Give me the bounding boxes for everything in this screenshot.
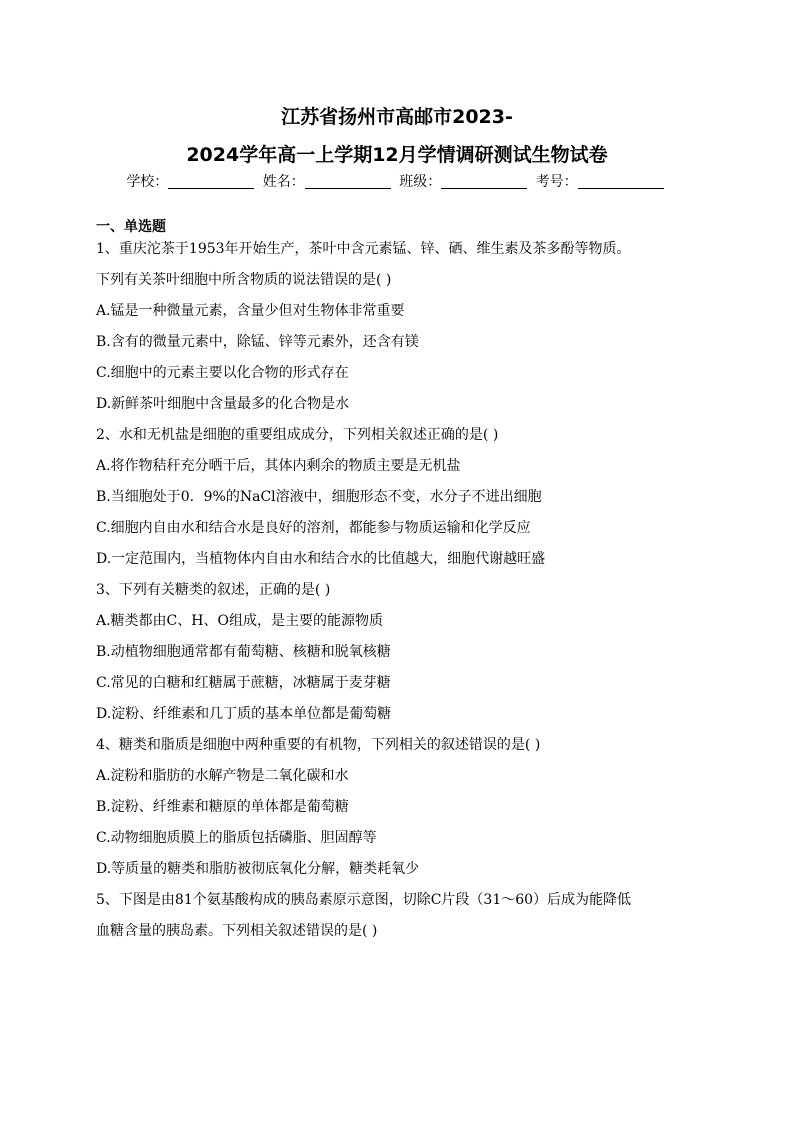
- option-line: A.淀粉和脂肪的水解产物是二氧化碳和水: [96, 768, 349, 784]
- question-line: 下列有关茶叶细胞中所含物质的说法错误的是( ): [96, 272, 392, 288]
- option-line: C.细胞中的元素主要以化合物的形式存在: [96, 365, 349, 381]
- question-line: 1、重庆沱茶于1953年开始生产，茶叶中含元素锰、锌、硒、维生素及茶多酚等物质。: [96, 241, 631, 257]
- exam-number-label: 考号：: [535, 174, 578, 190]
- option-line: B.淀粉、纤维素和糖原的单体都是葡萄糖: [96, 799, 349, 815]
- option-line: D.新鲜茶叶细胞中含量最多的化合物是水: [96, 396, 350, 412]
- class-blank: [441, 174, 527, 189]
- section-heading: 一、单选题: [96, 219, 166, 235]
- option-line: A.将作物秸秆充分晒干后，其体内剩余的物质主要是无机盐: [96, 458, 461, 474]
- question-line: 2、水和无机盐是细胞的重要组成成分，下列相关叙述正确的是( ): [96, 427, 499, 443]
- option-line: B.当细胞处于0．9%的NaCl溶液中，细胞形态不变，水分子不进出细胞: [96, 489, 542, 505]
- school-label: 学校：: [126, 174, 169, 190]
- name-blank: [305, 174, 391, 189]
- student-info-row: [0, 171, 794, 191]
- title-line-2: 2024学年高一上学期12月学情调研测试生物试卷: [186, 144, 608, 166]
- name-label: 姓名：: [262, 174, 305, 190]
- question-line: 血糖含量的胰岛素。下列相关叙述错误的是( ): [96, 923, 378, 939]
- school-blank: [168, 174, 254, 189]
- option-line: C.常见的白糖和红糖属于蔗糖，冰糖属于麦芽糖: [96, 675, 391, 691]
- option-line: C.动物细胞质膜上的脂质包括磷脂、胆固醇等: [96, 830, 377, 846]
- class-label: 班级：: [399, 174, 442, 190]
- question-line: 3、下列有关糖类的叙述，正确的是( ): [96, 582, 331, 598]
- exam-number-blank: [578, 174, 664, 189]
- option-line: D.淀粉、纤维素和几丁质的基本单位都是葡萄糖: [96, 706, 392, 722]
- question-line: 4、糖类和脂质是细胞中两种重要的有机物，下列相关的叙述错误的是( ): [96, 737, 541, 753]
- option-line: C.细胞内自由水和结合水是良好的溶剂，都能参与物质运输和化学反应: [96, 520, 531, 536]
- option-line: A.糖类都由C、H、O组成，是主要的能源物质: [96, 613, 383, 629]
- option-line: B.动植物细胞通常都有葡萄糖、核糖和脱氧核糖: [96, 644, 391, 660]
- question-line: 5、下图是由81个氨基酸构成的胰岛素原示意图，切除C片段（31～60）后成为能降低: [96, 892, 632, 908]
- title-line-1: 江苏省扬州市高邮市2023-: [281, 106, 513, 128]
- option-line: D.等质量的糖类和脂肪被彻底氧化分解，糖类耗氧少: [96, 861, 420, 877]
- option-line: A.锰是一种微量元素，含量少但对生物体非常重要: [96, 303, 405, 319]
- option-line: B.含有的微量元素中，除锰、锌等元素外，还含有镁: [96, 334, 419, 350]
- option-line: D.一定范围内，当植物体内自由水和结合水的比值越大，细胞代谢越旺盛: [96, 551, 546, 567]
